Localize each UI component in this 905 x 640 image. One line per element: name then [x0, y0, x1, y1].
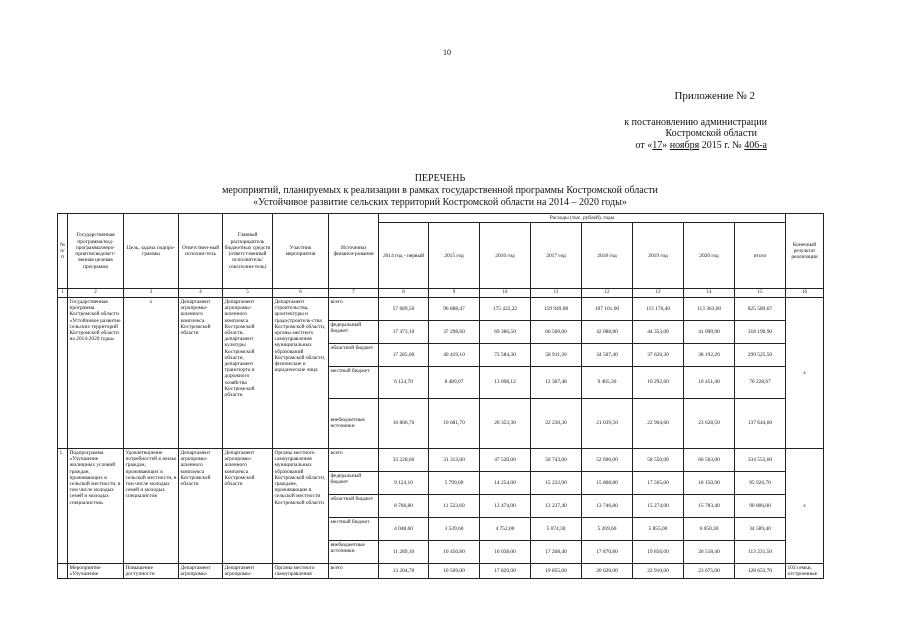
cell-value: 72 584,30 — [480, 343, 531, 366]
cell-value: 10 450,80 — [429, 540, 480, 563]
cell-goal: х — [124, 297, 179, 448]
cell-value: 8 489,07 — [429, 366, 480, 398]
cell-value: 21 039,50 — [582, 398, 633, 448]
cell-value: 16 806,70 — [379, 398, 429, 448]
cell-value: 8 766,80 — [379, 494, 429, 517]
cell-value: 20 620,00 — [582, 563, 633, 578]
header-no: № п/п — [58, 214, 68, 289]
cell-value: 3 539,60 — [429, 517, 480, 540]
cell-value: 17 565,00 — [633, 471, 684, 494]
cell-value: 33 228,60 — [379, 448, 429, 471]
column-index: 6 — [273, 289, 329, 298]
header-goal: Цель, задача подпро-граммы — [124, 214, 179, 289]
date-mid: » — [662, 140, 670, 151]
column-index: 3 — [124, 289, 179, 298]
appendix-line-1: к постановлению администрации — [624, 117, 767, 128]
cell-value: 9 124,10 — [379, 471, 429, 494]
cell-value: 4 752,00 — [480, 517, 531, 540]
cell-value: 13 098,12 — [480, 366, 531, 398]
cell-value: 10 292,60 — [633, 366, 684, 398]
date-day: 17 — [652, 140, 663, 151]
cell-value: 19 855,00 — [531, 563, 582, 578]
cell-value: 299 525,50 — [735, 343, 786, 366]
cell-source: областной бюджет — [329, 343, 379, 366]
column-index: 14 — [684, 289, 735, 298]
cell-value: 17 208,40 — [531, 540, 582, 563]
cell-value: 37 298,60 — [429, 320, 480, 343]
cell-value: 66 500,00 — [531, 320, 582, 343]
header-year: 2020 год — [684, 223, 735, 289]
column-index-row — [58, 289, 824, 298]
cell-value: 34 589,40 — [735, 517, 786, 540]
cell-value: 23 628,50 — [684, 398, 735, 448]
header-sources: Источники финанси-рования — [329, 214, 379, 289]
header-manager: Главный распорядитель бюджетных средств (ответст-венный исполнитель/соисполни-тель) — [223, 214, 273, 289]
column-index: 11 — [531, 289, 582, 298]
cell-program: Государственная программа Костромской области «Устойчивое развитие сельских территорий Костромской области на 2014-2020 годы» — [68, 297, 124, 448]
header-year: 2015 год — [429, 223, 480, 289]
cell-source: федеральный бюджет — [329, 320, 379, 343]
column-index: 10 — [480, 289, 531, 298]
column-index: 7 — [329, 289, 379, 298]
column-index: 15 — [735, 289, 786, 298]
cell-program: Подпрограмма «Улучшение жилищных условий граждан, проживающих в сельской местности, в том числе молодых семей и молодых специалистов» — [68, 448, 124, 563]
cell-source: всего — [329, 448, 379, 471]
cell-value: 113 363,00 — [684, 297, 735, 320]
cell-value: 96 888,47 — [429, 297, 480, 320]
cell-value: 11 289,10 — [379, 540, 429, 563]
cell-value: 41 090,90 — [684, 320, 735, 343]
cell-participant: Органы местного самоуправления муниципальных образований Костромской области, граждане, проживающие в сельской местности Костромской области — [273, 448, 329, 563]
table-row — [58, 563, 824, 578]
header-result: Конечный результат реализации — [786, 214, 824, 289]
column-index: 12 — [582, 289, 633, 298]
cell-participant: Органы местного самоуправления — [273, 563, 329, 578]
cell-value: 5 799,00 — [429, 471, 480, 494]
cell-value: 334 553,60 — [735, 448, 786, 471]
header-year: 2018 год — [582, 223, 633, 289]
column-index: 8 — [379, 289, 429, 298]
cell-value: 159 949,08 — [531, 297, 582, 320]
cell-no: 1. — [58, 448, 68, 563]
column-index: 9 — [429, 289, 480, 298]
header-year: 2017 год — [531, 223, 582, 289]
cell-value: 50 743,00 — [531, 448, 582, 471]
cell-value: 17 870,80 — [582, 540, 633, 563]
cell-value: 137 644,60 — [735, 398, 786, 448]
cell-value: 10 451,40 — [684, 366, 735, 398]
cell-value: 40 419,10 — [429, 343, 480, 366]
cell-value: 17 820,00 — [480, 563, 531, 578]
cell-value: 20 353,30 — [480, 398, 531, 448]
column-index: 5 — [223, 289, 273, 298]
cell-value: 13 746,80 — [582, 494, 633, 517]
cell-value: 12 474,00 — [480, 494, 531, 517]
cell-value: 825 589,67 — [735, 297, 786, 320]
header-executor: Ответствен-ный исполни-тель — [179, 214, 223, 289]
cell-value: 31 313,00 — [429, 448, 480, 471]
cell-value: 70 228,67 — [735, 366, 786, 398]
cell-value: 318 190,90 — [735, 320, 786, 343]
cell-value: 15 222,90 — [531, 471, 582, 494]
cell-value: 44 353,00 — [633, 320, 684, 343]
header-program: Государственная программа/под-программа/меро-приятие/ведомст-венная целевая программа — [68, 214, 124, 289]
cell-value: 10 569,00 — [429, 563, 480, 578]
cell-manager: Департамент агропромы- — [223, 563, 273, 578]
cell-value: 22 910,00 — [633, 563, 684, 578]
cell-value: 14 254,00 — [480, 471, 531, 494]
date-month: ноября — [669, 140, 700, 151]
cell-value: 47 520,00 — [480, 448, 531, 471]
table-row — [58, 448, 824, 471]
column-index: 2 — [68, 289, 124, 298]
table-row — [58, 297, 824, 320]
cell-goal: Повышение доступности — [124, 563, 179, 578]
cell-no — [58, 563, 68, 578]
cell-source: местный бюджет — [329, 517, 379, 540]
cell-value: 113 231,50 — [735, 540, 786, 563]
cell-source: областной бюджет — [329, 494, 379, 517]
column-index: 4 — [179, 289, 223, 298]
cell-value: 58 911,30 — [531, 343, 582, 366]
cell-value: 6 050,30 — [684, 517, 735, 540]
header-year: 2019 год — [633, 223, 684, 289]
cell-value: 37 626,30 — [633, 343, 684, 366]
header-participant: Участник мероприятия — [273, 214, 329, 289]
cell-executor: Департамент агропромы- — [179, 563, 223, 578]
cell-value: 107 101,00 — [582, 297, 633, 320]
cell-value: 13 237,40 — [531, 494, 582, 517]
cell-value: 15 808,80 — [582, 471, 633, 494]
cell-value: 17 285,00 — [379, 343, 429, 366]
header-total: итого — [735, 223, 786, 289]
cell-value: 5 074,30 — [531, 517, 582, 540]
cell-result: 103 семьи, отстроенные — [786, 563, 824, 578]
date-prefix: от « — [635, 140, 653, 151]
cell-source: внебюджетные источники — [329, 398, 379, 448]
document-subtitle: мероприятий, планируемых к реализации в рамках государственной программы Костромской области — [222, 185, 658, 196]
column-index: 1 — [58, 289, 68, 298]
cell-value: 4 048,60 — [379, 517, 429, 540]
cell-executor: Департамент агропромы-шленного комплекса Костромской области — [179, 448, 223, 563]
cell-no — [58, 297, 68, 448]
cell-value: 95 926,70 — [735, 471, 786, 494]
cell-source: всего — [329, 563, 379, 578]
cell-source: федеральный бюджет — [329, 471, 379, 494]
activities-table — [57, 213, 824, 579]
cell-value: 11 523,60 — [429, 494, 480, 517]
cell-value: 13 204,70 — [379, 563, 429, 578]
cell-manager: Департамент агропромы-шленного комплекса Костромской области, департамент культуры Костромской области, департамент транспорта и дорожного хозяйства Костромской области — [223, 297, 273, 448]
cell-value: 60 503,00 — [684, 448, 735, 471]
cell-value: 38 192,20 — [684, 343, 735, 366]
cell-value: 22 904,60 — [633, 398, 684, 448]
cell-value: 10 681,70 — [429, 398, 480, 448]
cell-goal: Удовлетворение потребностей в жилье граждан, проживающих в сельской местности, в том числе молодых семей и молодых специалистов — [124, 448, 179, 563]
cell-value: 5 855,00 — [633, 517, 684, 540]
cell-value: 115 176,40 — [633, 297, 684, 320]
cell-value: 12 307,48 — [531, 366, 582, 398]
cell-value: 5 269,60 — [582, 517, 633, 540]
cell-value: 34 507,40 — [582, 343, 633, 366]
cell-value: 20 518,40 — [684, 540, 735, 563]
header-year: 2014 год - первый — [379, 223, 429, 289]
cell-value: 69 386,50 — [480, 320, 531, 343]
cell-manager: Департамент агропромы-шленного комплекса Костромской области — [223, 448, 273, 563]
cell-result: х — [786, 448, 824, 563]
cell-value: 90 806,00 — [735, 494, 786, 517]
cell-value: 16 038,00 — [480, 540, 531, 563]
cell-source: местный бюджет — [329, 366, 379, 398]
date-year: 2015 г. № — [699, 140, 745, 151]
appendix-title: Приложение № 2 — [674, 90, 755, 102]
header-expenses-group: Расходы (тыс. рублей), годы — [379, 214, 786, 223]
cell-source: всего — [329, 297, 379, 320]
page-number: 10 — [443, 48, 451, 57]
cell-value: 22 230,30 — [531, 398, 582, 448]
cell-value: 57 689,50 — [379, 297, 429, 320]
header-year: 2016 год — [480, 223, 531, 289]
column-index: 16 — [786, 289, 824, 298]
cell-value: 19 856,00 — [633, 540, 684, 563]
cell-value: 42 088,80 — [582, 320, 633, 343]
cell-value: 52 696,00 — [582, 448, 633, 471]
program-name: «Устойчивое развитие сельских территорий Костромской области на 2014 – 2020 годы» — [253, 197, 627, 208]
cell-result: х — [786, 297, 824, 448]
cell-value: 15 783,40 — [684, 494, 735, 517]
cell-value: 9 465,30 — [582, 366, 633, 398]
cell-value: 58 550,00 — [633, 448, 684, 471]
cell-value: 15 274,00 — [633, 494, 684, 517]
appendix-line-2: Костромской области — [665, 128, 757, 139]
cell-participant: Департамент строительства, архитектуры и градостроитель-ства Костромской области, органы местного самоуправления муниципальных образований Костромской области, физические и юридические лица — [273, 297, 329, 448]
cell-value: 6 124,70 — [379, 366, 429, 398]
cell-source: внебюджетные источники — [329, 540, 379, 563]
cell-value: 128 653,70 — [735, 563, 786, 578]
cell-value: 18 150,90 — [684, 471, 735, 494]
document-title: ПЕРЕЧЕНЬ — [414, 173, 466, 184]
cell-value: 17 473,10 — [379, 320, 429, 343]
cell-executor: Департамент агропромы-шленного комплекса Костромской области — [179, 297, 223, 448]
cell-program: Мероприятие «Улучшение — [68, 563, 124, 578]
column-index: 13 — [633, 289, 684, 298]
decree-number: 406-а — [744, 140, 767, 151]
cell-value: 23 675,00 — [684, 563, 735, 578]
appendix-date-line — [636, 140, 768, 151]
cell-value: 175 422,22 — [480, 297, 531, 320]
